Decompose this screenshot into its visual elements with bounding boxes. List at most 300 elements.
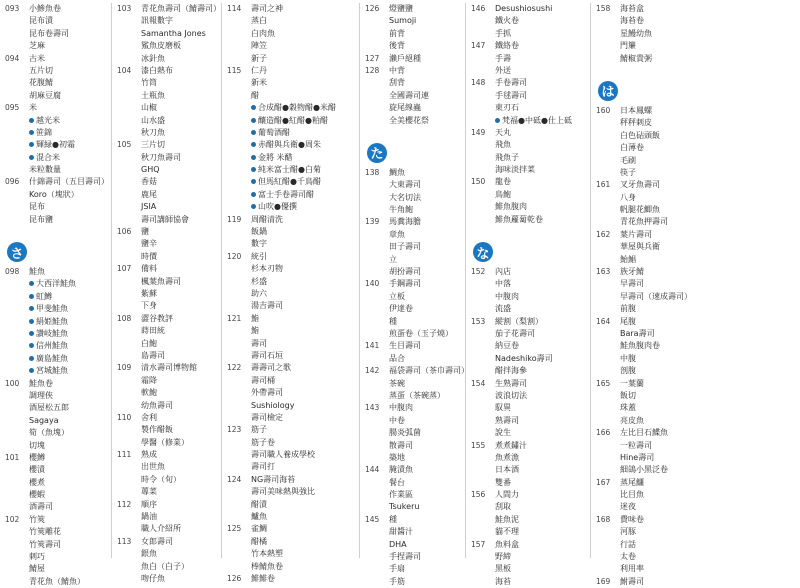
index-entry bbox=[0, 127, 125, 139]
index-entry bbox=[591, 15, 716, 27]
entry-term: 鱸魚 bbox=[251, 512, 267, 522]
page-number: 125 bbox=[227, 524, 242, 534]
entry-term: 種 bbox=[389, 514, 397, 524]
index-entry bbox=[222, 127, 347, 139]
index-entry bbox=[591, 167, 716, 179]
entry-term: 順序 bbox=[141, 499, 157, 509]
index-entry bbox=[466, 415, 591, 427]
page-number: 107 bbox=[117, 264, 132, 274]
index-entry bbox=[222, 263, 347, 275]
index-entry bbox=[466, 15, 591, 27]
index-entry bbox=[222, 338, 347, 350]
index-entry bbox=[112, 90, 237, 102]
index-entry bbox=[0, 415, 125, 427]
entry-term: 壽司美味熱與強比 bbox=[251, 487, 315, 497]
entry-term: 生目壽司 bbox=[389, 341, 421, 351]
entry-term: 飛魚 bbox=[495, 140, 511, 150]
page-number: 165 bbox=[596, 378, 611, 388]
index-entry bbox=[112, 288, 237, 300]
entry-term: 葡萄酒醋 bbox=[251, 127, 290, 139]
index-entry bbox=[466, 127, 591, 139]
entry-term: 青花魚押壽司 bbox=[620, 217, 668, 227]
index-entry bbox=[466, 440, 591, 452]
index-entry bbox=[112, 362, 237, 374]
index-entry bbox=[112, 28, 237, 40]
entry-term: 壽司職人養成學校 bbox=[251, 450, 315, 460]
index-entry bbox=[591, 316, 716, 328]
page-number: 146 bbox=[471, 4, 486, 13]
entry-term: 甲斐鮭魚 bbox=[29, 303, 68, 315]
entry-term: 櫻蝦 bbox=[29, 490, 45, 500]
index-entry bbox=[466, 316, 591, 328]
index-entry bbox=[466, 340, 591, 352]
entry-term: Hine壽司 bbox=[620, 452, 655, 462]
entry-term: 虹鱒 bbox=[29, 291, 52, 303]
page-number: 114 bbox=[227, 4, 242, 13]
entry-term: 醋橘 bbox=[251, 536, 267, 546]
entry-term: 雙番 bbox=[495, 477, 511, 487]
index-entry bbox=[466, 189, 591, 201]
entry-term: 迷夜 bbox=[620, 502, 636, 512]
index-entry bbox=[222, 288, 347, 300]
index-entry bbox=[0, 365, 125, 377]
page-number: 163 bbox=[596, 267, 611, 277]
entry-term: 甜醬汁 bbox=[389, 527, 413, 537]
entry-term: 筋子 bbox=[251, 425, 267, 435]
entry-term: 鯡鯡卷 bbox=[251, 573, 275, 583]
entry-term: 舍利 bbox=[141, 412, 157, 422]
entry-term: 新米 bbox=[251, 78, 267, 88]
entry-term: 時價 bbox=[141, 251, 157, 261]
entry-term: 前背 bbox=[389, 28, 405, 38]
entry-term: 陣笠 bbox=[251, 41, 267, 51]
index-entry bbox=[591, 192, 716, 204]
entry-term: 軟鮑 bbox=[141, 388, 157, 398]
index-entry bbox=[112, 461, 237, 473]
page-number: 122 bbox=[227, 363, 242, 373]
index-entry bbox=[222, 474, 347, 486]
entry-term: 日本酒 bbox=[495, 465, 519, 475]
index-entry bbox=[112, 548, 237, 560]
entry-term: 芝麻 bbox=[29, 41, 45, 51]
entry-term: 尾腹 bbox=[620, 316, 636, 326]
index-entry bbox=[466, 539, 591, 551]
index-entry bbox=[591, 576, 716, 588]
index-entry bbox=[0, 266, 125, 278]
index-entry bbox=[466, 278, 591, 290]
entry-term: 剖腹 bbox=[620, 366, 636, 376]
index-entry bbox=[0, 514, 125, 526]
index-entry bbox=[591, 501, 716, 513]
index-entry bbox=[591, 266, 716, 278]
entry-term: 小鯵魚卷 bbox=[29, 4, 61, 13]
index-entry bbox=[222, 189, 347, 201]
entry-term: 學醫（修業） bbox=[141, 437, 189, 447]
entry-term: 人間力 bbox=[495, 490, 519, 500]
index-entry bbox=[466, 115, 591, 127]
entry-term: 壽司桶 bbox=[251, 375, 275, 385]
entry-term: 生熟壽司 bbox=[495, 378, 527, 388]
index-entry bbox=[466, 77, 591, 89]
entry-term: 助六 bbox=[251, 288, 267, 298]
index-entry bbox=[112, 214, 237, 226]
entry-term: 秤秤刺皮 bbox=[620, 118, 652, 128]
entry-term: 醋漬 bbox=[251, 499, 267, 509]
index-entry bbox=[466, 427, 591, 439]
index-entry bbox=[222, 424, 347, 436]
page-number: 167 bbox=[596, 477, 611, 487]
entry-term: 漆白熱布 bbox=[141, 65, 173, 75]
entry-term: 製作醋飯 bbox=[141, 425, 173, 435]
entry-term: Sushiology bbox=[251, 400, 295, 410]
entry-term: 田子壽司 bbox=[389, 242, 421, 252]
entry-term: 銀魚 bbox=[141, 549, 157, 559]
entry-term: 大西洋鮭魚 bbox=[29, 278, 76, 290]
entry-term: 手扇 bbox=[389, 564, 405, 574]
index-entry bbox=[591, 254, 716, 266]
index-entry bbox=[0, 176, 125, 188]
entry-term: 比目魚 bbox=[620, 490, 644, 500]
entry-term: 周醋清洗 bbox=[251, 214, 283, 224]
index-entry bbox=[466, 291, 591, 303]
index-entry bbox=[591, 155, 716, 167]
entry-term: 野締 bbox=[495, 552, 511, 562]
index-column bbox=[221, 3, 347, 583]
index-entry bbox=[0, 303, 125, 315]
index-entry bbox=[591, 427, 716, 439]
page-number: 105 bbox=[117, 140, 132, 150]
entry-term: 內店 bbox=[495, 267, 511, 277]
index-entry bbox=[222, 214, 347, 226]
page-number: 128 bbox=[365, 65, 380, 75]
index-entry bbox=[591, 142, 716, 154]
entry-term: 海苔卷 bbox=[620, 16, 644, 26]
index-entry bbox=[591, 563, 716, 575]
entry-term: 太卷 bbox=[620, 552, 636, 562]
entry-term: 手筋 bbox=[389, 576, 405, 586]
entry-term: 大東壽司 bbox=[389, 180, 421, 190]
entry-term: 女郎壽司 bbox=[141, 536, 173, 546]
entry-term: 霜降 bbox=[141, 375, 157, 385]
index-entry bbox=[222, 437, 347, 449]
entry-term: 杉盛 bbox=[251, 276, 267, 286]
index-entry bbox=[112, 102, 237, 114]
entry-term: 煎蛋卷（玉子燒） bbox=[389, 328, 453, 338]
entry-term: 但馬紅醋●千鳥醋 bbox=[251, 176, 321, 188]
entry-term: 中腹肉 bbox=[389, 403, 413, 413]
entry-term: 酒屋松五郎 bbox=[29, 403, 69, 413]
entry-term: 秋刀魚 bbox=[141, 127, 165, 137]
index-entry bbox=[0, 152, 125, 164]
index-entry bbox=[112, 350, 237, 362]
index-entry bbox=[112, 40, 237, 52]
entry-term: 幼魚壽司 bbox=[141, 400, 173, 410]
entry-term: 壽司之神 bbox=[251, 4, 283, 13]
index-entry bbox=[466, 328, 591, 340]
index-entry bbox=[466, 452, 591, 464]
index-entry bbox=[222, 400, 347, 412]
index-entry bbox=[466, 152, 591, 164]
index-entry bbox=[0, 316, 125, 328]
index-entry bbox=[591, 378, 716, 390]
index-entry bbox=[112, 15, 237, 27]
index-entry bbox=[466, 102, 591, 114]
index-entry bbox=[222, 226, 347, 238]
entry-term: 蒸尾鱷 bbox=[620, 477, 644, 487]
entry-term: 手捏壽司 bbox=[389, 552, 421, 562]
entry-term: 魚料盒 bbox=[495, 539, 519, 549]
page-number: 104 bbox=[117, 65, 132, 75]
page-number: 149 bbox=[471, 127, 486, 137]
entry-term: 帆腿花鯽魚 bbox=[620, 205, 660, 215]
index-entry bbox=[591, 328, 716, 340]
entry-term: 馬糞海膽 bbox=[389, 217, 421, 227]
index-entry bbox=[0, 526, 125, 538]
entry-term: 鯖屋 bbox=[29, 564, 45, 574]
entry-term: 黑板 bbox=[495, 564, 511, 574]
entry-term: 左比目石鰈魚 bbox=[620, 428, 668, 438]
entry-term: 立 bbox=[389, 254, 397, 264]
entry-term: Sagaya bbox=[29, 415, 59, 425]
section-spacer bbox=[466, 226, 591, 236]
entry-term: 腸炎弧菌 bbox=[389, 428, 421, 438]
entry-term: 立板 bbox=[389, 291, 405, 301]
page-number: 168 bbox=[596, 514, 611, 524]
entry-term: 貓不理 bbox=[495, 527, 519, 537]
index-entry bbox=[591, 390, 716, 402]
entry-term: 鐵火卷 bbox=[495, 16, 519, 26]
index-entry bbox=[222, 164, 347, 176]
entry-term: 毛刷 bbox=[620, 155, 636, 165]
entry-term: 青花魚（鯖魚） bbox=[29, 576, 85, 586]
entry-term: 葉片壽司 bbox=[620, 229, 652, 239]
kana-section-heading: さ bbox=[7, 242, 27, 262]
entry-term: 三片切 bbox=[141, 140, 165, 150]
entry-term: 波浪切法 bbox=[495, 390, 527, 400]
entry-term: 澀谷教評 bbox=[141, 313, 173, 323]
index-entry bbox=[222, 276, 347, 288]
index-entry bbox=[0, 28, 125, 40]
entry-term: 福袋壽司（茶巾壽司） bbox=[389, 366, 469, 376]
entry-term: 信州鮭魚 bbox=[29, 340, 68, 352]
index-entry bbox=[466, 477, 591, 489]
entry-term: 胡扮壽司 bbox=[389, 267, 421, 277]
entry-term: 筍（魚塊） bbox=[29, 428, 69, 438]
page-number: 110 bbox=[117, 412, 132, 422]
index-entry bbox=[112, 412, 237, 424]
page-number: 111 bbox=[117, 450, 132, 460]
index-entry bbox=[0, 551, 125, 563]
entry-term: 鮭魚腹肉卷 bbox=[620, 341, 660, 351]
entry-term: 鯖椒貴粥 bbox=[620, 53, 652, 63]
entry-term: 鮐鯧 bbox=[620, 254, 636, 264]
index-entry bbox=[466, 176, 591, 188]
section-spacer bbox=[0, 226, 125, 236]
entry-term: 混合米 bbox=[29, 152, 60, 164]
index-entry bbox=[222, 573, 347, 585]
index-entry bbox=[0, 464, 125, 476]
page-number: 156 bbox=[471, 490, 486, 500]
index-entry bbox=[466, 514, 591, 526]
entry-term: 前腹 bbox=[620, 304, 636, 314]
entry-term: 鯡魚腹肉 bbox=[495, 202, 527, 212]
page-number: 119 bbox=[227, 214, 242, 224]
entry-term: 珠蓋 bbox=[620, 403, 636, 413]
page-number: 164 bbox=[596, 316, 611, 326]
entry-term: 全國壽司連 bbox=[389, 90, 429, 100]
entry-term: 棒鯖魚卷 bbox=[251, 561, 283, 571]
index-entry bbox=[591, 551, 716, 563]
index-entry bbox=[112, 3, 237, 15]
index-entry bbox=[112, 437, 237, 449]
entry-term: 鯊魚皮磨板 bbox=[141, 41, 181, 51]
index-entry bbox=[112, 573, 237, 585]
index-entry bbox=[222, 40, 347, 52]
entry-term: 龍卷 bbox=[495, 177, 511, 187]
index-entry bbox=[0, 378, 125, 390]
entry-term: 冰針魚 bbox=[141, 53, 165, 63]
entry-term: GHQ bbox=[141, 165, 160, 175]
page-number: 154 bbox=[471, 378, 486, 388]
index-entry bbox=[112, 474, 237, 486]
index-entry bbox=[0, 139, 125, 151]
entry-term: 魚煮漁 bbox=[495, 452, 519, 462]
index-entry bbox=[591, 291, 716, 303]
entry-term: 山水盛 bbox=[141, 115, 165, 125]
entry-term: 煮煮鏽汁 bbox=[495, 440, 527, 450]
page-number: 120 bbox=[227, 251, 242, 261]
index-entry bbox=[112, 313, 237, 325]
index-entry bbox=[112, 251, 237, 263]
entry-term: 章魚 bbox=[389, 229, 405, 239]
page-number: 113 bbox=[117, 536, 132, 546]
index-entry bbox=[591, 464, 716, 476]
page-number: 101 bbox=[5, 452, 20, 462]
page-number: 139 bbox=[365, 217, 380, 227]
entry-term: 牛角鮑 bbox=[389, 205, 413, 215]
entry-term: 青花魚壽司（鯖壽司） bbox=[141, 4, 221, 13]
page-number: 140 bbox=[365, 279, 380, 289]
index-entry bbox=[112, 523, 237, 535]
page-number: 145 bbox=[365, 514, 380, 524]
entry-term: 昆布 bbox=[29, 202, 45, 212]
entry-term: 手毬壽司 bbox=[495, 90, 527, 100]
index-entry bbox=[112, 127, 237, 139]
page-number: 093 bbox=[5, 4, 20, 13]
entry-term: 河豚 bbox=[620, 527, 636, 537]
entry-term: 馭異 bbox=[495, 403, 511, 413]
index-entry bbox=[0, 278, 125, 290]
entry-term: 土瓶魚 bbox=[141, 90, 165, 100]
index-entry bbox=[0, 3, 125, 15]
index-entry bbox=[466, 201, 591, 213]
entry-term: Tsukeru bbox=[389, 502, 420, 512]
entry-term: 蒸白 bbox=[251, 16, 267, 26]
index-entry bbox=[112, 176, 237, 188]
index-entry bbox=[0, 291, 125, 303]
entry-term: 時令（旬） bbox=[141, 474, 181, 484]
entry-term: 雀鯛 bbox=[251, 524, 267, 534]
entry-term: 飛魚子 bbox=[495, 152, 519, 162]
page-number: 127 bbox=[365, 53, 380, 63]
index-entry bbox=[0, 102, 125, 114]
entry-term: 餐台 bbox=[389, 477, 405, 487]
entry-term: 絹姫鮭魚 bbox=[29, 316, 68, 328]
index-entry bbox=[591, 179, 716, 191]
entry-term: 昆布漬 bbox=[29, 16, 53, 26]
entry-term: 仁丹 bbox=[251, 65, 267, 75]
entry-term: 白色砧頭飯 bbox=[620, 130, 660, 140]
entry-term: 出世魚 bbox=[141, 462, 165, 472]
entry-term: 秋刀魚壽司 bbox=[141, 152, 181, 162]
page-number: 169 bbox=[596, 576, 611, 586]
index-entry bbox=[222, 548, 347, 560]
entry-term: 壽司打 bbox=[251, 462, 275, 472]
entry-term: 筋子卷 bbox=[251, 437, 275, 447]
page-number: 115 bbox=[227, 65, 242, 75]
entry-term: 八身 bbox=[620, 192, 636, 202]
index-entry bbox=[466, 3, 591, 15]
entry-term: 蒔田統 bbox=[141, 326, 165, 336]
entry-term: 切塊 bbox=[29, 440, 45, 450]
entry-term: 白肉魚 bbox=[251, 28, 275, 38]
index-entry bbox=[0, 90, 125, 102]
entry-term: 鹿尾 bbox=[141, 189, 157, 199]
index-entry bbox=[591, 477, 716, 489]
page-number: 100 bbox=[5, 378, 20, 388]
index-entry bbox=[112, 499, 237, 511]
page-number: 109 bbox=[117, 363, 132, 373]
index-entry bbox=[591, 216, 716, 228]
entry-term: 海苔 bbox=[495, 576, 511, 586]
entry-term: 醋拌海參 bbox=[495, 366, 527, 376]
index-entry bbox=[466, 53, 591, 65]
entry-term: 手壽 bbox=[495, 53, 511, 63]
index-entry bbox=[112, 300, 237, 312]
index-entry bbox=[466, 390, 591, 402]
page-number: 095 bbox=[5, 103, 20, 113]
entry-term: 鯛魚 bbox=[389, 167, 405, 177]
index-entry bbox=[0, 452, 125, 464]
entry-term: 縱割（梨割） bbox=[495, 316, 543, 326]
page-number: 161 bbox=[596, 180, 611, 190]
index-entry bbox=[222, 461, 347, 473]
page-number: 106 bbox=[117, 227, 132, 237]
entry-term: 築地 bbox=[389, 452, 405, 462]
index-entry bbox=[0, 77, 125, 89]
index-entry bbox=[222, 201, 347, 213]
page-number: 155 bbox=[471, 440, 486, 450]
index-entry bbox=[0, 477, 125, 489]
index-entry bbox=[591, 440, 716, 452]
entry-term: 紫蘇 bbox=[141, 288, 157, 298]
entry-term: 鍋油 bbox=[141, 512, 157, 522]
entry-term: 壽壽司之歌 bbox=[251, 363, 291, 373]
entry-term: 赤醋與兵衛●周朱 bbox=[251, 139, 321, 151]
entry-term: Samantha Jones bbox=[141, 28, 206, 38]
entry-term: 醋 bbox=[251, 90, 259, 100]
index-entry bbox=[591, 53, 716, 65]
index-entry bbox=[112, 400, 237, 412]
entry-term: 手抓 bbox=[495, 28, 511, 38]
index-entry bbox=[0, 427, 125, 439]
entry-term: Koro（塊狀） bbox=[29, 189, 79, 199]
entry-term: 櫻鱒 bbox=[29, 452, 45, 462]
entry-term: 櫻漬 bbox=[29, 465, 45, 475]
index-entry bbox=[0, 539, 125, 551]
entry-term: 茶碗 bbox=[389, 378, 405, 388]
page-number: 147 bbox=[471, 41, 486, 51]
